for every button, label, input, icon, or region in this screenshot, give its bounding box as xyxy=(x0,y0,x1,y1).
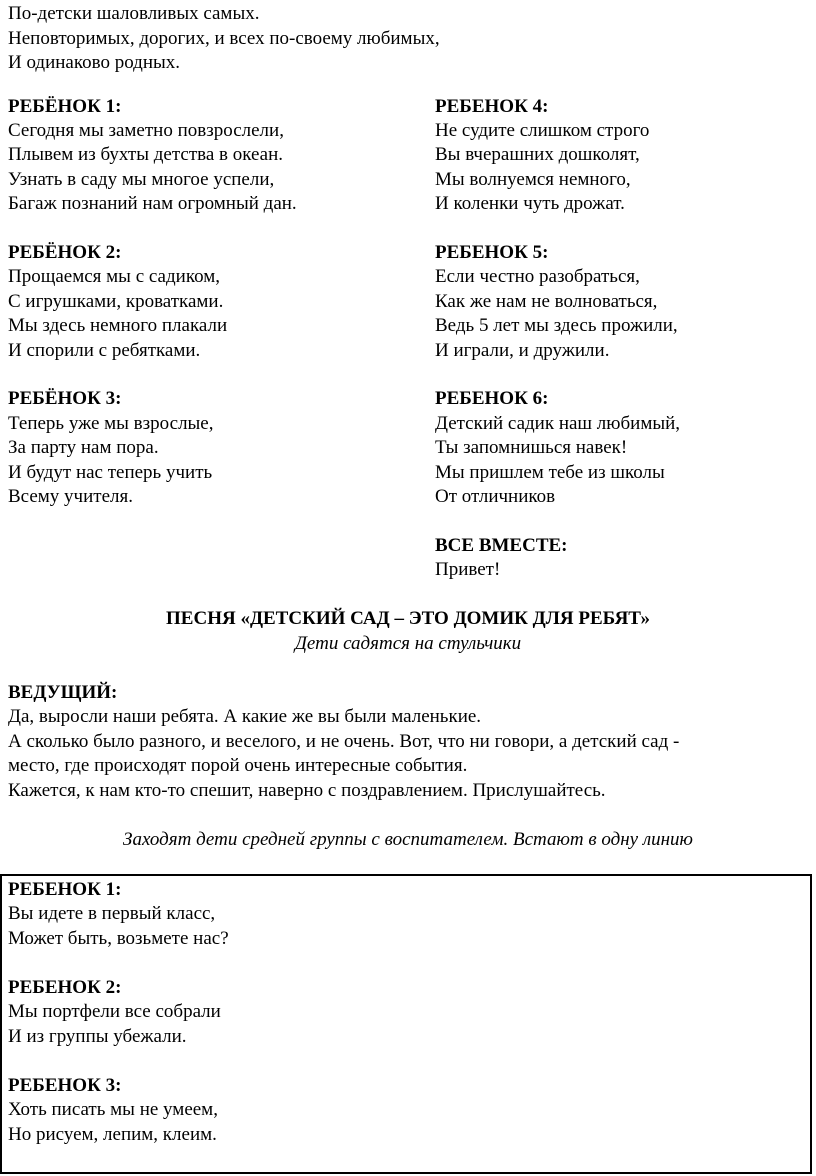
song-title: ПЕСНЯ «ДЕТСКИЙ САД – ЭТО ДОМИК ДЛЯ РЕБЯТ» xyxy=(166,608,650,629)
stage-direction: Заходят дети средней группы с воспитателем. Встают в одну линию xyxy=(123,829,693,850)
verse-line: За парту нам пора. xyxy=(8,437,159,458)
speaker-label: РЕБЕНОК 6: xyxy=(435,388,549,409)
verse-line: И будут нас теперь учить xyxy=(8,462,213,483)
speaker-label: РЕБЕНОК 4: xyxy=(435,96,549,117)
verse-line: Хоть писать мы не умеем, xyxy=(8,1099,218,1120)
host-line: Кажется, к нам кто-то спешит, наверно с поздравлением. Прислушайтесь. xyxy=(8,780,606,801)
speaker-label: РЕБЕНОК 3: xyxy=(8,1075,122,1096)
verse-line: Всему учителя. xyxy=(8,486,133,507)
verse-line: Вы вчерашних дошколят, xyxy=(435,144,640,165)
verse-line: Если честно разобраться, xyxy=(435,266,640,287)
verse-line: Не судите слишком строго xyxy=(435,120,650,141)
verse-line: Сегодня мы заметно повзрослели, xyxy=(8,120,284,141)
verse-line: Прощаемся мы с садиком, xyxy=(8,266,220,287)
intro-line: По-детски шаловливых самых. xyxy=(8,3,260,24)
verse-line: Мы пришлем тебе из школы xyxy=(435,462,665,483)
host-line: А сколько было разного, и веселого, и не очень. Вот, что ни говори, а детский сад - xyxy=(8,731,680,752)
speaker-label: ВЕДУЩИЙ: xyxy=(8,682,118,703)
song-direction: Дети садятся на стульчики xyxy=(294,633,522,654)
verse-line: Плывем из бухты детства в океан. xyxy=(8,144,284,165)
verse-line: С игрушками, кроватками. xyxy=(8,291,224,312)
speaker-label: РЕБЁНОК 3: xyxy=(8,388,122,409)
speaker-label: РЕБЁНОК 2: xyxy=(8,242,122,263)
speaker-label: РЕБЁНОК 1: xyxy=(8,96,122,117)
speaker-label: РЕБЕНОК 5: xyxy=(435,242,549,263)
verse-line: Мы портфели все собрали xyxy=(8,1001,221,1022)
verse-line: И из группы убежали. xyxy=(8,1026,187,1047)
speaker-label: РЕБЕНОК 1: xyxy=(8,879,122,900)
verse-line: Узнать в саду мы многое успели, xyxy=(8,169,275,190)
verse-line: Вы идете в первый класс, xyxy=(8,903,216,924)
verse-line: Как же нам не волноваться, xyxy=(435,291,658,312)
verse-line: И коленки чуть дрожат. xyxy=(435,193,625,214)
verse-line: Багаж познаний нам огромный дан. xyxy=(8,193,297,214)
verse-line: Теперь уже мы взрослые, xyxy=(8,413,214,434)
verse-line: Мы волнуемся немного, xyxy=(435,169,631,190)
speaker-label: РЕБЕНОК 2: xyxy=(8,977,122,998)
verse-line: Мы здесь немного плакали xyxy=(8,315,228,336)
verse-line: Детский садик наш любимый, xyxy=(435,413,681,434)
speaker-label: ВСЕ ВМЕСТЕ: xyxy=(435,535,568,556)
intro-line: И одинаково родных. xyxy=(8,52,181,73)
host-line: место, где происходят порой очень интересные события. xyxy=(8,755,468,776)
verse-line: Но рисуем, лепим, клеим. xyxy=(8,1124,217,1145)
verse-line: Ты запомнишься навек! xyxy=(435,437,628,458)
verse-line: И спорили с ребятками. xyxy=(8,340,201,361)
host-line: Да, выросли наши ребята. А какие же вы были маленькие. xyxy=(8,706,482,727)
verse-line: Может быть, возьмете нас? xyxy=(8,928,229,949)
intro-line: Неповторимых, дорогих, и всех по-своему любимых, xyxy=(8,28,440,49)
verse-line: От отличников xyxy=(435,486,556,507)
verse-line: Привет! xyxy=(435,559,501,580)
verse-line: И играли, и дружили. xyxy=(435,340,610,361)
verse-line: Ведь 5 лет мы здесь прожили, xyxy=(435,315,678,336)
